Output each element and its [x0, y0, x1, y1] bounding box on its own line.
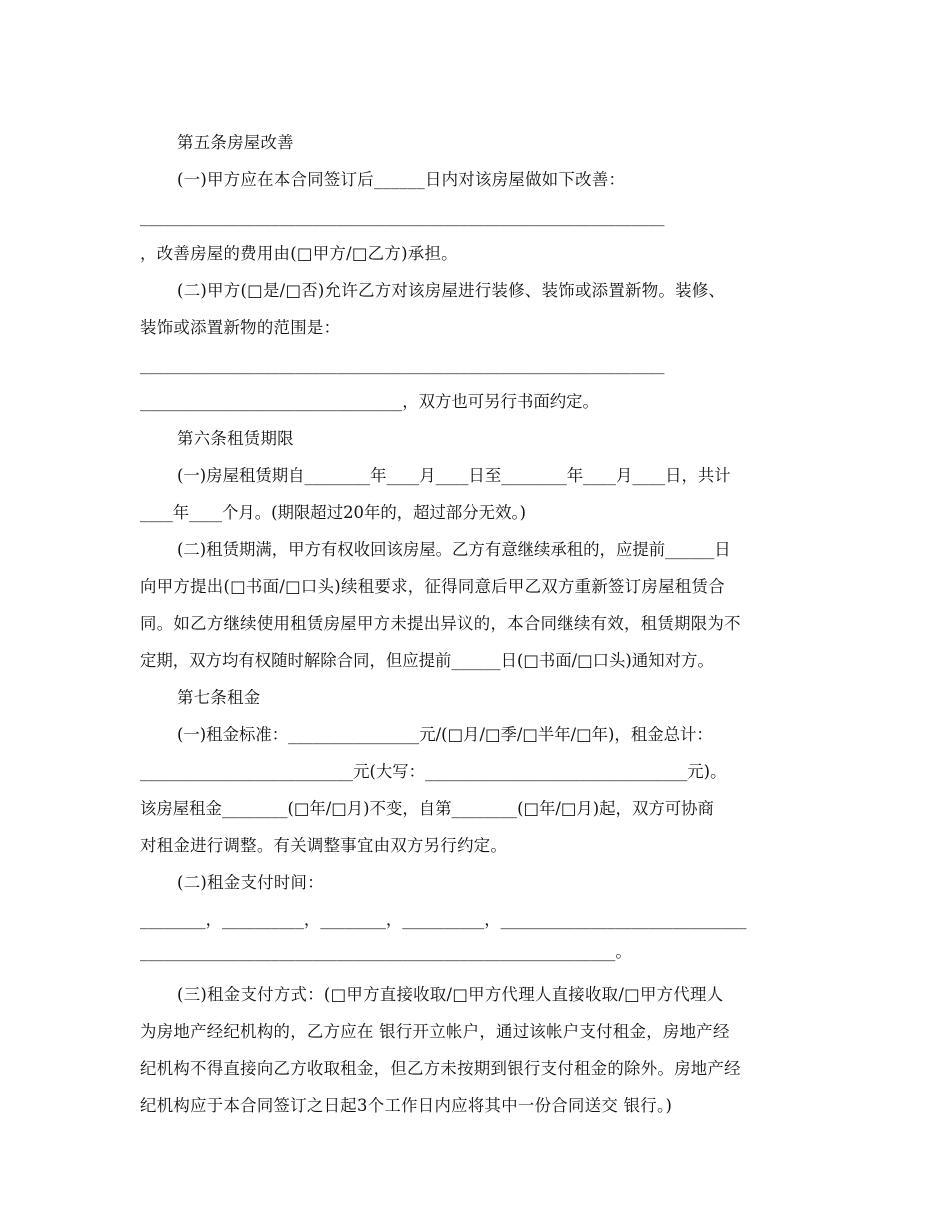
clause-5-1-line-2: ，改善房屋的费用由(□甲方/□乙方)承担。: [140, 244, 458, 263]
clause-6-1-line-2: ____年____个月。(期限超过20年的，超过部分无效。): [140, 503, 527, 522]
article-7-heading: 第七条租金: [177, 688, 261, 707]
clause-7-2-line-1: (二)租金支付时间：: [177, 873, 324, 892]
clause-6-2-line-4: 定期，双方均有权随时解除合同，但应提前______日(□书面/□口头)通知对方。: [140, 651, 714, 670]
blank-line: ________________________________________________________________: [140, 207, 665, 226]
clause-5-2-line-1: (二)甲方(□是/□否)允许乙方对该房屋进行装修、装饰或添置新物。装修、: [177, 281, 726, 300]
clause-6-2-line-2: 向甲方提出(□书面/□口头)续租要求，征得同意后甲乙双方重新签订房屋租赁合: [140, 577, 725, 596]
clause-6-2-line-3: 同。如乙方继续使用租赁房屋甲方未提出异议的，本合同继续有效，租赁期限为不: [140, 614, 741, 633]
clause-7-1-line-4: 对租金进行调整。有关调整事宜由双方另行约定。: [140, 836, 508, 855]
article-6-heading: 第六条租赁期限: [177, 429, 294, 448]
clause-7-1-line-1: (一)租金标准：________________元/(□月/□季/□半年/□年)，租金总计：: [177, 725, 713, 744]
clause-5-1-line-1: (一)甲方应在本合同签订后______日内对该房屋做如下改善：: [177, 170, 626, 189]
clause-7-1-line-3: 该房屋租金________(□年/□月)不变，自第________(□年/□月)起，双方可协商: [140, 799, 714, 818]
clause-7-2-line-2: ________，__________，________，__________，______________________________: [140, 910, 747, 929]
clause-7-3-line-4: 纪机构应于本合同签订之日起3个工作日内应将其中一份合同送交 银行。): [140, 1096, 673, 1115]
blank-line: ________________________________________________________________: [140, 355, 665, 374]
clause-5-2-line-2: 装饰或添置新物的范围是：: [140, 318, 341, 337]
article-5-heading: 第五条房屋改善: [177, 133, 294, 152]
clause-7-3-line-1: (三)租金支付方式：(□甲方直接收取/□甲方代理人直接收取/□甲方代理人: [177, 985, 724, 1004]
clause-7-3-line-2: 为房地产经纪机构的，乙方应在 银行开立帐户，通过该帐户支付租金，房地产经: [140, 1022, 730, 1041]
clause-5-2-line-3: ________________________________，双方也可另行书面约定。: [140, 392, 599, 411]
clause-6-1-line-1: (一)房屋租赁期自________年____月____日至________年____月____日，共计: [177, 466, 731, 485]
clause-7-1-line-2: __________________________元(大写：________________________________元)。: [140, 762, 727, 781]
clause-7-2-line-3: __________________________________________________________。: [140, 942, 632, 961]
clause-7-3-line-3: 纪机构不得直接向乙方收取租金，但乙方未按期到银行支付租金的除外。房地产经: [140, 1059, 741, 1078]
clause-6-2-line-1: (二)租赁期满，甲方有权收回该房屋。乙方有意继续承租的，应提前______日: [177, 540, 731, 559]
